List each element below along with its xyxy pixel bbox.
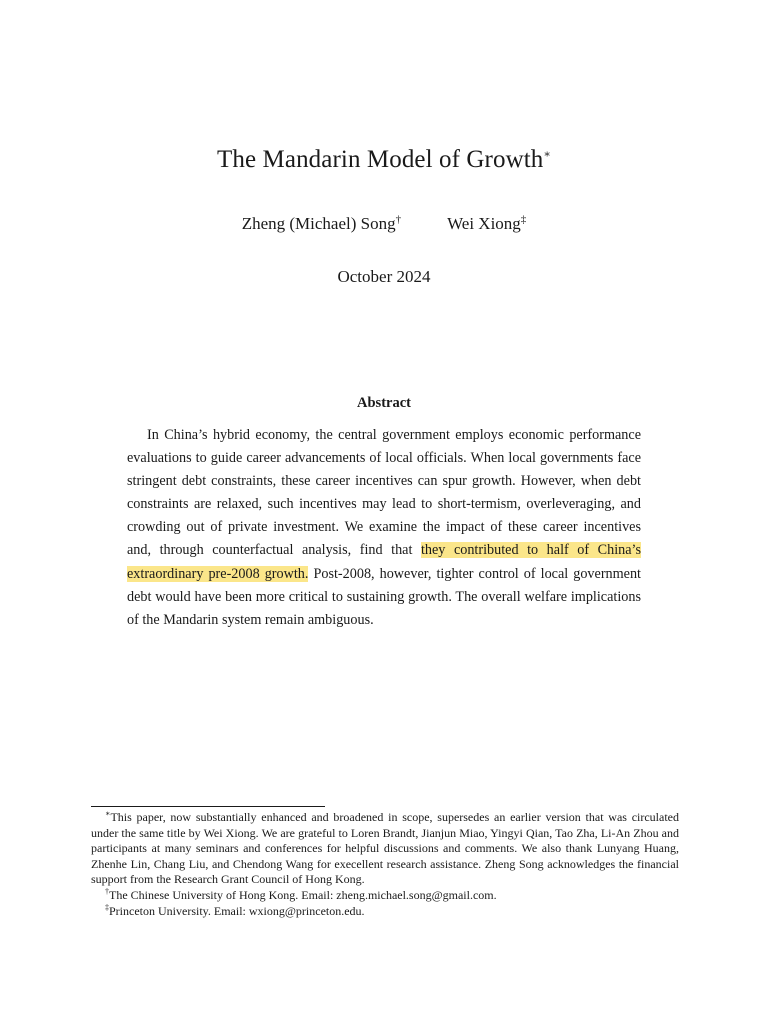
author-name: Wei Xiong bbox=[447, 214, 521, 233]
footnote-text: The Chinese University of Hong Kong. Email: zheng.michael.song@gmail.com. bbox=[109, 887, 497, 902]
paper-title bbox=[0, 146, 768, 174]
author-name: Zheng (Michael) Song bbox=[241, 214, 396, 233]
abstract-text-before: In China’s hybrid economy, the central government employs economic performance evaluations to guide career advancements of local officials. When local governments face stringent debt constraints, these career incentives can spur growth. However, when debt constraints are relaxed, such incentives may lead to short-termism, overleveraging, and crowding out of private investment. We examine the impact of these career incentives and, through counterfactual analysis, find that bbox=[127, 427, 641, 559]
footnote-mark: ‡ bbox=[105, 902, 109, 912]
abstract-text-after: Post-2008, however, tighter control of local government debt would have been more critical to sustaining growth. The overall welfare implications of the Mandarin system remain ambiguous. bbox=[127, 565, 642, 628]
footnote-xiong-affiliation bbox=[91, 904, 679, 920]
footnote-mark: † bbox=[105, 886, 109, 896]
author-song bbox=[242, 214, 401, 234]
author-footnote-mark: ‡ bbox=[520, 213, 527, 226]
footnotes bbox=[91, 810, 679, 919]
abstract-heading: Abstract bbox=[357, 395, 411, 411]
footnote-text: Princeton University. Email: wxiong@princeton.edu. bbox=[109, 903, 365, 918]
footnote-song-affiliation bbox=[91, 888, 679, 904]
footnote-text: This paper, now substantially enhanced and broadened in scope, supersedes an earlier version that was circulated under the same title by Wei Xiong. We are grateful to Loren Brandt, Jianjun Miao, Yingyi Qian, Tao Zha, Li-An Zhou and participants at many seminars and conferences for helpful discussions and comments. We also thank Lunyang Huang, Zhenhe Lin, Chang Liu, and Chendong Wang for execellent research assistance. Zheng Song acknowledges the financial support from the Research Grant Council of Hong Kong. bbox=[91, 810, 679, 887]
author-xiong bbox=[447, 214, 526, 234]
title-text: The Mandarin Model of Growth bbox=[217, 146, 544, 173]
author-list bbox=[0, 214, 768, 234]
abstract-body bbox=[127, 424, 641, 632]
author-footnote-mark: † bbox=[395, 213, 402, 226]
paper-date: October 2024 bbox=[337, 267, 431, 286]
footnote-acknowledgements bbox=[91, 810, 679, 888]
title-footnote-mark: ∗ bbox=[543, 148, 551, 161]
footnote-divider bbox=[91, 806, 325, 807]
highlighted-text: they contributed to half of China’s extraordinary pre-2008 growth. bbox=[127, 542, 641, 582]
footnote-mark: ∗ bbox=[105, 809, 111, 818]
